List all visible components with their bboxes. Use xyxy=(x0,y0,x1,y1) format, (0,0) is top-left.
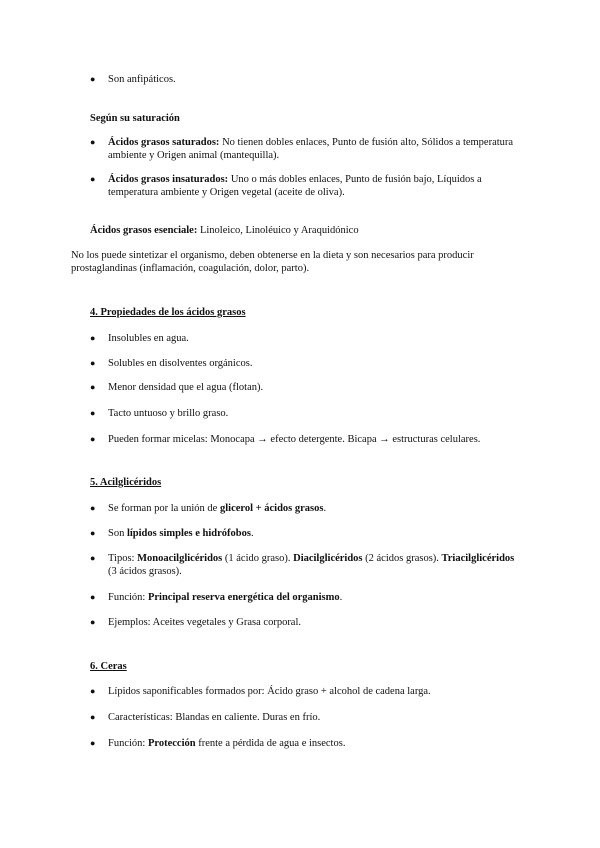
list-item-text: Pueden formar micelas: Monocapa → efecto detergente. Bicapa → estructuras celulares. xyxy=(108,434,481,445)
bullet-icon: ● xyxy=(90,738,96,748)
term-label: Ácidos grasos esenciale: xyxy=(90,225,198,236)
bullet-icon: ● xyxy=(90,333,96,343)
bullet-icon: ● xyxy=(90,503,96,513)
bullet-icon: ● xyxy=(90,553,96,563)
paragraph: No los puede sintetizar el organismo, deben obtenerse en la dieta y son necesarios para producir prostaglandinas (inflamación, coagulación, dolor, parto). xyxy=(71,250,474,274)
text-run: . xyxy=(323,503,327,514)
text-run: . xyxy=(250,528,254,539)
text-run: . xyxy=(339,592,343,603)
text-run: frente a pérdida de agua e insectos. xyxy=(195,738,346,749)
bold-run: lípidos simples e hidrófobos xyxy=(126,528,251,539)
term-description: No tienen dobles enlaces, Punto de fusión alto, Sólidos a temperatura ambiente y Origen animal (mantequilla). xyxy=(108,137,514,161)
text-run: Función: xyxy=(108,592,148,603)
bullet-icon: ● xyxy=(90,174,96,184)
term-label: Ácidos grasos insaturados: xyxy=(108,174,229,185)
list-item-text xyxy=(108,737,518,750)
list-item-text: Ejemplos: Aceites vegetales y Grasa corporal. xyxy=(108,617,302,628)
text-run: (2 ácidos grasos). xyxy=(362,553,442,564)
essential-fatty-acids-line xyxy=(90,224,530,237)
section-heading-saturacion: Según su saturación xyxy=(90,113,180,124)
term-description: Uno o más dobles enlaces, Punto de fusión bajo, Líquidos a temperatura ambiente y Origen vegetal (aceite de oliva). xyxy=(108,174,482,198)
list-item-text xyxy=(108,552,518,578)
list-item-text: Tacto untuoso y brillo graso. xyxy=(108,408,229,419)
section-heading-acilgliceridos: 5. Acilglicéridos xyxy=(90,477,162,488)
text-run: Se forman por la unión de xyxy=(108,503,220,514)
text-run: (1 ácido graso). xyxy=(222,553,294,564)
bold-run: Monoacilglicéridos xyxy=(137,553,223,564)
list-item-text xyxy=(108,136,518,162)
bullet-icon: ● xyxy=(90,74,96,84)
section-heading-propiedades: 4. Propiedades de los ácidos grasos xyxy=(90,307,246,318)
bullet-icon: ● xyxy=(90,434,96,444)
bullet-icon: ● xyxy=(90,358,96,368)
bold-run: Principal reserva energética del organismo xyxy=(147,592,340,603)
text-run: (3 ácidos grasos). xyxy=(108,566,182,577)
bullet-icon: ● xyxy=(90,617,96,627)
list-item-text xyxy=(108,502,518,515)
bold-run: Triacilglicéridos xyxy=(441,553,515,564)
bullet-icon: ● xyxy=(90,382,96,392)
list-item-text xyxy=(108,591,518,604)
list-item-text: Lípidos saponificables formados por: Ácido graso + alcohol de cadena larga. xyxy=(108,686,431,697)
section-heading-ceras: 6. Ceras xyxy=(90,661,127,672)
bullet-icon: ● xyxy=(90,712,96,722)
bold-run: glicerol + ácidos grasos xyxy=(219,503,324,514)
bullet-icon: ● xyxy=(90,528,96,538)
bullet-icon: ● xyxy=(90,592,96,602)
list-item-text: Características: Blandas en caliente. Duras en frío. xyxy=(108,712,321,723)
term-label: Ácidos grasos saturados: xyxy=(108,137,220,148)
list-item-text: Son anfipáticos. xyxy=(108,74,176,85)
text-run: Tipos: xyxy=(108,553,138,564)
term-description: Linoleico, Linoléuico y Araquidónico xyxy=(197,225,359,236)
list-item-text: Solubles en disolventes orgánicos. xyxy=(108,358,253,369)
bold-run: Protección xyxy=(147,738,196,749)
text-run: Función: xyxy=(108,738,148,749)
text-run: Son xyxy=(108,528,127,539)
bullet-icon: ● xyxy=(90,408,96,418)
list-item-text xyxy=(108,527,518,540)
bullet-icon: ● xyxy=(90,686,96,696)
list-item-text xyxy=(108,173,518,199)
list-item-text: Menor densidad que el agua (flotan). xyxy=(108,382,264,393)
bullet-icon: ● xyxy=(90,137,96,147)
list-item-text: Insolubles en agua. xyxy=(108,333,189,344)
bold-run: Diacilglicéridos xyxy=(293,553,363,564)
